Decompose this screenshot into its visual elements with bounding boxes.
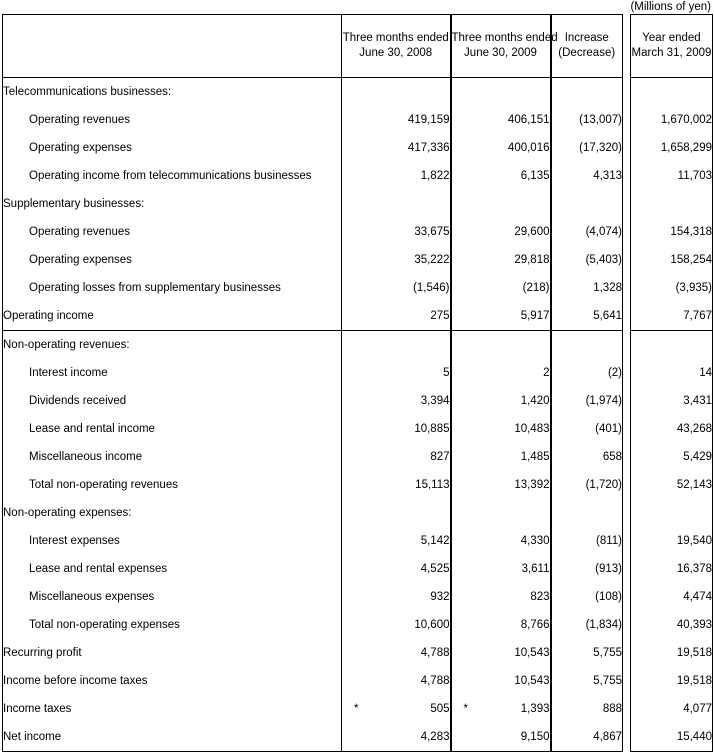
cell-increase-decrease: (13,007)	[551, 106, 623, 134]
cell-three-months-2009: 10,483	[451, 415, 551, 443]
column-gap-spacer	[623, 443, 631, 471]
column-gap-spacer	[623, 190, 631, 218]
cell-three-months-2009: 29,818	[451, 246, 551, 274]
column-gap-spacer	[623, 667, 631, 695]
cell-three-months-2009: 5,917	[451, 302, 551, 331]
column-gap-spacer	[623, 359, 631, 387]
row-label: Income taxes	[3, 695, 342, 723]
cell-three-months-2009: 10,543	[451, 667, 551, 695]
cell-year-ended: 19,540	[631, 527, 713, 555]
cell-increase-decrease: (17,320)	[551, 134, 623, 162]
table-row	[3, 583, 713, 611]
cell-increase-decrease: (1,974)	[551, 387, 623, 415]
cell-increase-decrease: (401)	[551, 415, 623, 443]
income-statement-table-wrap	[2, 14, 712, 752]
row-label: Income before income taxes	[3, 667, 342, 695]
cell-three-months-2009: 10,543	[451, 639, 551, 667]
column-gap-spacer	[623, 471, 631, 499]
cell-three-months-2009: 400,016	[451, 134, 551, 162]
table-row	[3, 106, 713, 134]
header-line-2: (Decrease)	[558, 47, 616, 59]
header-cell-increase-decrease	[551, 15, 623, 78]
income-statement-table	[2, 14, 713, 752]
cell-value: 1,393	[520, 703, 550, 715]
cell-increase-decrease: 4,313	[551, 162, 623, 190]
header-cell-three-months-2009	[451, 15, 558, 78]
table-row	[3, 78, 713, 107]
row-label: Non-operating revenues:	[3, 331, 342, 360]
cell-year-ended: 19,518	[631, 639, 713, 667]
table-row	[3, 667, 713, 695]
cell-three-months-2008: 4,788	[342, 639, 451, 667]
column-gap-spacer	[623, 555, 631, 583]
header-line-1: Three months ended	[451, 32, 558, 44]
table-row	[3, 471, 713, 499]
cell-year-ended: 11,703	[631, 162, 713, 190]
cell-value: 505	[430, 703, 450, 715]
cell-three-months-2008	[342, 78, 451, 107]
row-label: Total non-operating expenses	[3, 611, 342, 639]
header-cell-three-months-2008	[342, 15, 451, 78]
row-label: Total non-operating revenues	[3, 471, 342, 499]
cell-year-ended: 7,767	[631, 302, 713, 331]
cell-three-months-2008	[342, 695, 451, 723]
cell-increase-decrease: 5,755	[551, 639, 623, 667]
cell-three-months-2009: 13,392	[451, 471, 551, 499]
row-label: Supplementary businesses:	[3, 190, 342, 218]
table-row	[3, 302, 713, 331]
column-gap-spacer	[623, 134, 631, 162]
cell-three-months-2009: 8,766	[451, 611, 551, 639]
table-row	[3, 190, 713, 218]
cell-year-ended: 5,429	[631, 443, 713, 471]
column-gap-spacer	[623, 106, 631, 134]
table-row	[3, 218, 713, 246]
cell-year-ended: 4,077	[631, 695, 713, 723]
cell-increase-decrease: 5,755	[551, 667, 623, 695]
cell-three-months-2009: 3,611	[451, 555, 551, 583]
header-line-1: Increase	[564, 32, 609, 44]
cell-increase-decrease	[551, 499, 623, 527]
cell-year-ended: 43,268	[631, 415, 713, 443]
column-gap-spacer	[623, 15, 631, 78]
table-row	[3, 387, 713, 415]
table-row	[3, 134, 713, 162]
cell-three-months-2009: 6,135	[451, 162, 551, 190]
cell-three-months-2009: 2	[451, 359, 551, 387]
column-gap-spacer	[623, 387, 631, 415]
table-row	[3, 527, 713, 555]
cell-three-months-2008: 275	[342, 302, 451, 331]
cell-year-ended: 15,440	[631, 723, 713, 752]
cell-increase-decrease: 888	[551, 695, 623, 723]
row-label: Lease and rental expenses	[3, 555, 342, 583]
column-gap-spacer	[623, 331, 631, 360]
table-row	[3, 162, 713, 190]
cell-three-months-2008: 827	[342, 443, 451, 471]
row-label: Miscellaneous expenses	[3, 583, 342, 611]
row-label: Operating income from telecommunications businesses	[3, 162, 342, 190]
cell-increase-decrease: (1,720)	[551, 471, 623, 499]
cell-three-months-2008: 33,675	[342, 218, 451, 246]
cell-three-months-2008: 35,222	[342, 246, 451, 274]
column-gap-spacer	[623, 695, 631, 723]
table-row	[3, 274, 713, 302]
cell-increase-decrease: 658	[551, 443, 623, 471]
cell-year-ended	[631, 331, 713, 360]
header-line-1: Year ended	[642, 32, 701, 44]
cell-year-ended: 158,254	[631, 246, 713, 274]
column-gap-spacer	[623, 723, 631, 752]
cell-increase-decrease	[551, 331, 623, 360]
cell-three-months-2009: 823	[451, 583, 551, 611]
header-line-2: June 30, 2008	[359, 47, 433, 59]
column-gap-spacer	[623, 78, 631, 107]
cell-year-ended	[631, 499, 713, 527]
cell-three-months-2008	[342, 499, 451, 527]
row-label: Interest income	[3, 359, 342, 387]
cell-three-months-2008: 1,822	[342, 162, 451, 190]
column-gap-spacer	[623, 527, 631, 555]
table-row	[3, 723, 713, 752]
cell-three-months-2008: 417,336	[342, 134, 451, 162]
table-row	[3, 499, 713, 527]
cell-year-ended: 40,393	[631, 611, 713, 639]
cell-three-months-2009	[451, 190, 551, 218]
cell-three-months-2009	[451, 499, 551, 527]
row-label: Dividends received	[3, 387, 342, 415]
cell-three-months-2009: 9,150	[451, 723, 551, 752]
table-header	[3, 15, 713, 78]
table-row	[3, 695, 713, 723]
table-body	[3, 78, 713, 752]
row-label: Operating income	[3, 302, 342, 331]
cell-year-ended	[631, 78, 713, 107]
table-row	[3, 443, 713, 471]
cell-year-ended: 14	[631, 359, 713, 387]
table-row	[3, 331, 713, 360]
cell-year-ended: 52,143	[631, 471, 713, 499]
column-gap-spacer	[623, 162, 631, 190]
cell-increase-decrease: 5,641	[551, 302, 623, 331]
cell-year-ended: 1,658,299	[631, 134, 713, 162]
cell-three-months-2009: (218)	[451, 274, 551, 302]
cell-three-months-2008: 10,600	[342, 611, 451, 639]
column-gap-spacer	[623, 611, 631, 639]
cell-three-months-2009: 1,485	[451, 443, 551, 471]
cell-three-months-2008: 4,283	[342, 723, 451, 752]
cell-three-months-2009: 1,420	[451, 387, 551, 415]
cell-three-months-2008: 4,788	[342, 667, 451, 695]
row-label: Miscellaneous income	[3, 443, 342, 471]
cell-increase-decrease: (811)	[551, 527, 623, 555]
row-label: Net income	[3, 723, 342, 752]
row-label: Operating losses from supplementary businesses	[3, 274, 342, 302]
header-cell-label	[3, 15, 342, 78]
row-label: Interest expenses	[3, 527, 342, 555]
table-row	[3, 639, 713, 667]
column-gap-spacer	[623, 639, 631, 667]
cell-three-months-2008	[342, 331, 451, 360]
cell-three-months-2008: 932	[342, 583, 451, 611]
cell-three-months-2008: 4,525	[342, 555, 451, 583]
column-gap-spacer	[623, 274, 631, 302]
column-gap-spacer	[623, 415, 631, 443]
row-label: Operating revenues	[3, 218, 342, 246]
row-label: Lease and rental income	[3, 415, 342, 443]
table-row	[3, 415, 713, 443]
units-caption: (Millions of yen)	[630, 1, 711, 13]
row-label: Operating expenses	[3, 134, 342, 162]
column-gap-spacer	[623, 302, 631, 331]
header-line-2: March 31, 2009	[631, 47, 712, 59]
table-row	[3, 246, 713, 274]
cell-year-ended: 3,431	[631, 387, 713, 415]
column-gap-spacer	[623, 218, 631, 246]
cell-year-ended: 1,670,002	[631, 106, 713, 134]
cell-increase-decrease: (913)	[551, 555, 623, 583]
row-label: Non-operating expenses:	[3, 499, 342, 527]
cell-year-ended: 16,378	[631, 555, 713, 583]
cell-three-months-2008	[342, 190, 451, 218]
cell-three-months-2008: 10,885	[342, 415, 451, 443]
cell-three-months-2008: 5	[342, 359, 451, 387]
column-gap-spacer	[623, 499, 631, 527]
table-row	[3, 611, 713, 639]
cell-three-months-2009	[451, 78, 551, 107]
cell-increase-decrease: (5,403)	[551, 246, 623, 274]
cell-three-months-2008: (1,546)	[342, 274, 451, 302]
cell-year-ended: 4,474	[631, 583, 713, 611]
cell-increase-decrease	[551, 190, 623, 218]
cell-increase-decrease: (2)	[551, 359, 623, 387]
cell-increase-decrease	[551, 78, 623, 107]
cell-year-ended: (3,935)	[631, 274, 713, 302]
cell-increase-decrease: (4,074)	[551, 218, 623, 246]
cell-three-months-2008: 3,394	[342, 387, 451, 415]
row-label: Operating revenues	[3, 106, 342, 134]
cell-increase-decrease: (1,834)	[551, 611, 623, 639]
table-row	[3, 359, 713, 387]
cell-three-months-2009: 4,330	[451, 527, 551, 555]
row-label: Telecommunications businesses:	[3, 78, 342, 107]
cell-three-months-2009	[451, 331, 551, 360]
cell-three-months-2009: 406,151	[451, 106, 551, 134]
cell-three-months-2008: 15,113	[342, 471, 451, 499]
header-line-1: Three months ended	[342, 32, 449, 44]
header-cell-year-ended	[631, 15, 713, 78]
header-line-2: June 30, 2009	[464, 47, 537, 59]
column-gap-spacer	[623, 583, 631, 611]
row-label: Recurring profit	[3, 639, 342, 667]
row-label: Operating expenses	[3, 246, 342, 274]
column-gap-spacer	[623, 246, 631, 274]
cell-year-ended: 19,518	[631, 667, 713, 695]
cell-three-months-2008: 419,159	[342, 106, 451, 134]
cell-three-months-2009: 29,600	[451, 218, 551, 246]
cell-year-ended: 154,318	[631, 218, 713, 246]
cell-three-months-2008: 5,142	[342, 527, 451, 555]
cell-year-ended	[631, 190, 713, 218]
header-row	[3, 15, 713, 78]
cell-increase-decrease: 1,328	[551, 274, 623, 302]
cell-increase-decrease: 4,867	[551, 723, 623, 752]
cell-three-months-2009	[451, 695, 551, 723]
cell-increase-decrease: (108)	[551, 583, 623, 611]
table-row	[3, 555, 713, 583]
footnote-asterisk: *	[354, 703, 359, 715]
footnote-asterisk: *	[463, 703, 468, 715]
